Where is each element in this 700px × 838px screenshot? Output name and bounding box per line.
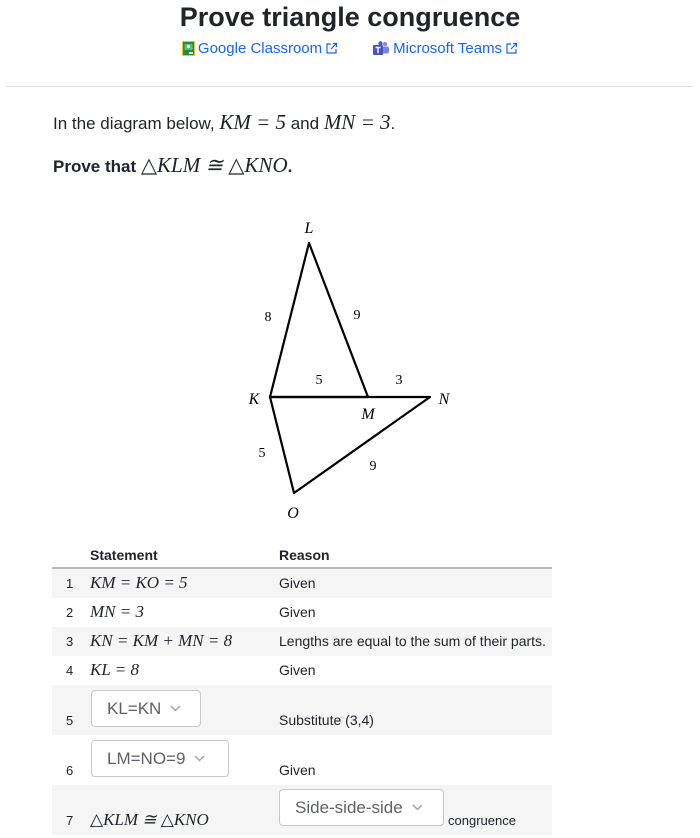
triangle-diagram <box>0 200 700 530</box>
segment-mo-length: 9 <box>369 459 377 474</box>
statement-text: KN = KM + MN = 8 <box>90 631 233 650</box>
proof-row <box>52 735 552 785</box>
statement-text: MN = 3 <box>90 602 144 621</box>
reason-dropdown-row-7[interactable] <box>279 789 444 826</box>
row-number: 5 <box>66 713 74 728</box>
segment-km-length: 5 <box>315 373 323 388</box>
proof-row <box>52 685 552 735</box>
prove-end: . <box>287 157 293 176</box>
row-number: 7 <box>66 813 74 828</box>
chevron-down-icon <box>412 804 423 811</box>
microsoft-teams-label: Microsoft Teams <box>393 40 503 57</box>
share-bar <box>0 40 700 57</box>
segment-kl-length: 8 <box>264 310 272 325</box>
external-link-icon <box>505 42 518 55</box>
prove-congruence: △KLM ≅ △KNO <box>140 153 288 177</box>
statement-text: KM = KO = 5 <box>90 573 188 592</box>
page-title: Prove triangle congruence <box>179 2 521 32</box>
header-divider <box>6 86 692 87</box>
intro-and: and <box>286 114 324 133</box>
row-number: 3 <box>66 634 74 649</box>
microsoft-teams-link[interactable] <box>372 40 518 57</box>
given-km: KM = 5 <box>219 110 286 134</box>
proof-row <box>52 598 552 627</box>
reason-text: Given <box>279 662 316 678</box>
prove-prefix: Prove that <box>53 157 141 176</box>
problem-intro <box>53 110 395 135</box>
row-number: 1 <box>66 576 74 591</box>
point-k-label: K <box>248 391 260 408</box>
proof-row <box>52 627 552 656</box>
row-number: 6 <box>66 763 74 778</box>
statement-dropdown-row-6[interactable] <box>91 740 229 777</box>
intro-end: . <box>390 114 396 133</box>
row-number: 2 <box>66 605 74 620</box>
segment-mn-length: 3 <box>395 373 403 388</box>
proof-row <box>52 785 552 835</box>
given-mn: MN = 3 <box>323 110 391 134</box>
reason-header: Reason <box>279 547 330 563</box>
reason-text: Given <box>279 604 316 620</box>
proof-row <box>52 569 552 598</box>
reason-text: Substitute (3,4) <box>279 712 374 728</box>
google-classroom-link[interactable] <box>182 40 338 57</box>
proof-row <box>52 656 552 685</box>
external-link-icon <box>325 42 338 55</box>
intro-prefix: In the diagram below, <box>53 114 220 133</box>
point-m-label: M <box>361 406 375 423</box>
dropdown-value: LM=NO=9 <box>107 748 186 768</box>
google-classroom-label: Google Classroom <box>197 40 323 57</box>
statement-text: KL = 8 <box>90 660 139 679</box>
segment-ko-length: 5 <box>258 446 266 461</box>
segment-lm-length: 9 <box>353 308 361 323</box>
point-o-label: O <box>287 505 299 522</box>
point-l-label: L <box>304 220 314 237</box>
chevron-down-icon <box>170 705 181 712</box>
microsoft-teams-icon <box>372 41 390 56</box>
reason-text: Given <box>279 762 316 778</box>
triangle-kno <box>270 397 430 493</box>
reason-suffix-text: congruence <box>448 813 516 828</box>
reason-text: Lengths are equal to the sum of their parts. <box>279 633 546 649</box>
proof-header <box>52 542 552 569</box>
proof-table <box>52 542 552 835</box>
reason-text: Given <box>279 575 316 591</box>
prove-statement <box>53 153 292 178</box>
dropdown-value: KL=KN <box>107 698 162 718</box>
statement-dropdown-row-5[interactable] <box>91 690 201 727</box>
statement-header: Statement <box>90 547 158 563</box>
chevron-down-icon <box>194 755 205 762</box>
google-classroom-icon <box>182 41 195 56</box>
dropdown-value: Side-side-side <box>295 797 403 817</box>
point-n-label: N <box>438 391 450 408</box>
statement-text: △KLM ≅ △KNO <box>90 810 209 829</box>
row-number: 4 <box>66 663 74 678</box>
